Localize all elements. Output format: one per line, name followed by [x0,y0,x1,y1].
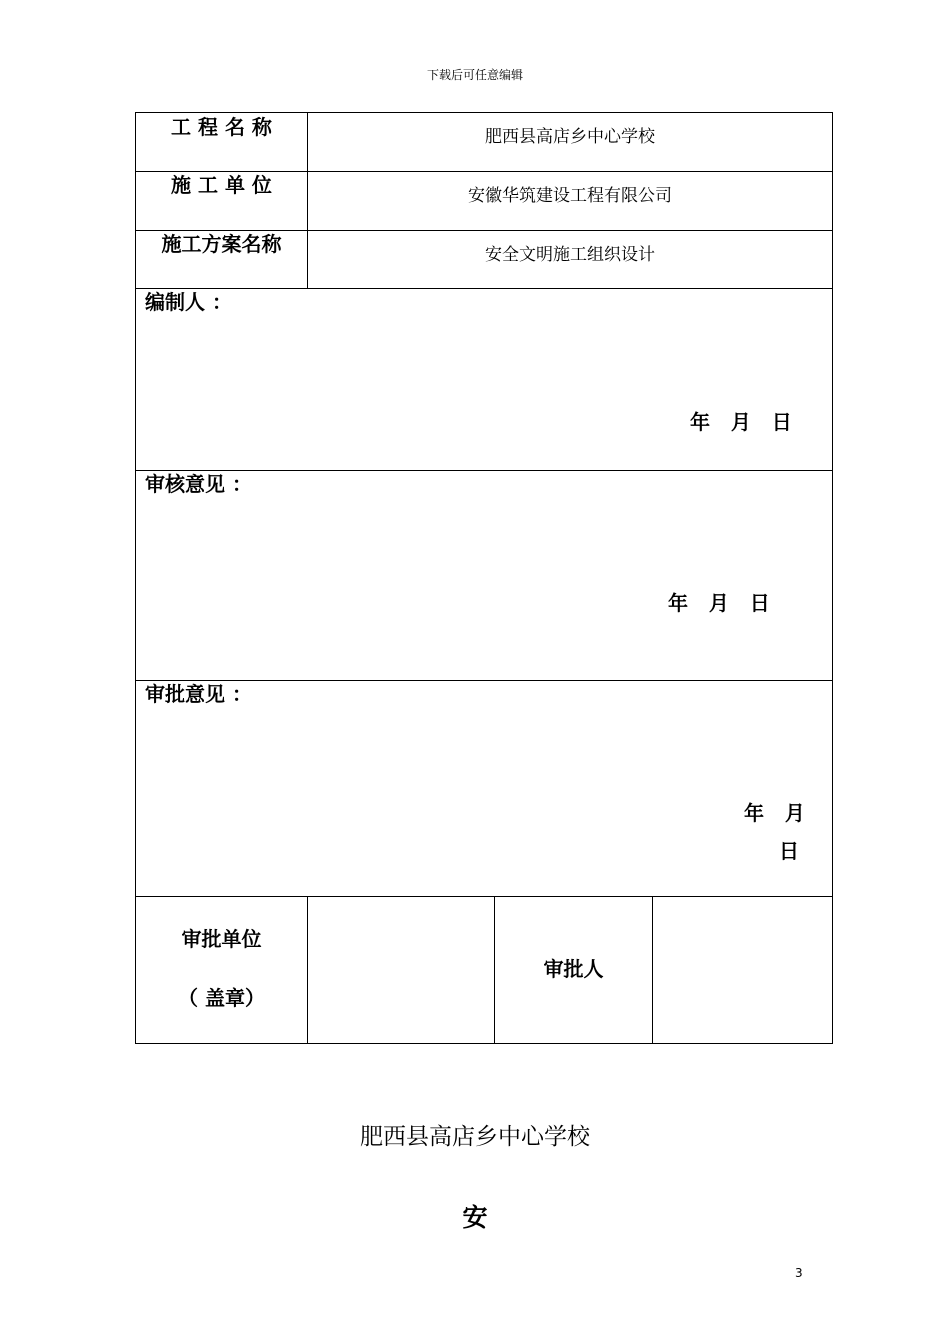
contractor-value: 安徽华筑建设工程有限公司 [468,186,672,206]
header-note: 下载后可任意编辑 [426,68,523,82]
approval-label: 审批意见 ： [145,682,252,706]
plan-name-value: 安全文明施工组织设计 [485,245,655,265]
approval-unit-label: 审批单位 [181,927,262,951]
review-date: 年 月 日 [668,591,770,615]
approval-date-day: 日 [779,839,799,863]
plan-name-label: 施工方案名称 [161,232,282,256]
document-title-char: 安 [462,1203,488,1232]
approval-date-year-month: 年 月 [744,801,805,825]
document-title: 肥西县高店乡中心学校 [360,1124,590,1150]
page-number: 3 [795,1266,803,1280]
approver-label: 审批人 [543,957,604,981]
row-divider [136,288,832,289]
seal-label: （ 盖章） [178,986,265,1010]
contractor-label: 施 工 单 位 [171,173,272,197]
compiler-label: 编制人 ： [145,290,232,314]
review-label: 审核意见 ： [145,472,252,496]
approver-value-cell [653,897,832,1043]
project-name-label: 工 程 名 称 [171,115,272,139]
approval-unit-value-cell [308,897,494,1043]
approval-form [135,112,833,1044]
project-name-value: 肥西县高店乡中心学校 [485,127,655,147]
compiler-date: 年 月 日 [690,410,792,434]
